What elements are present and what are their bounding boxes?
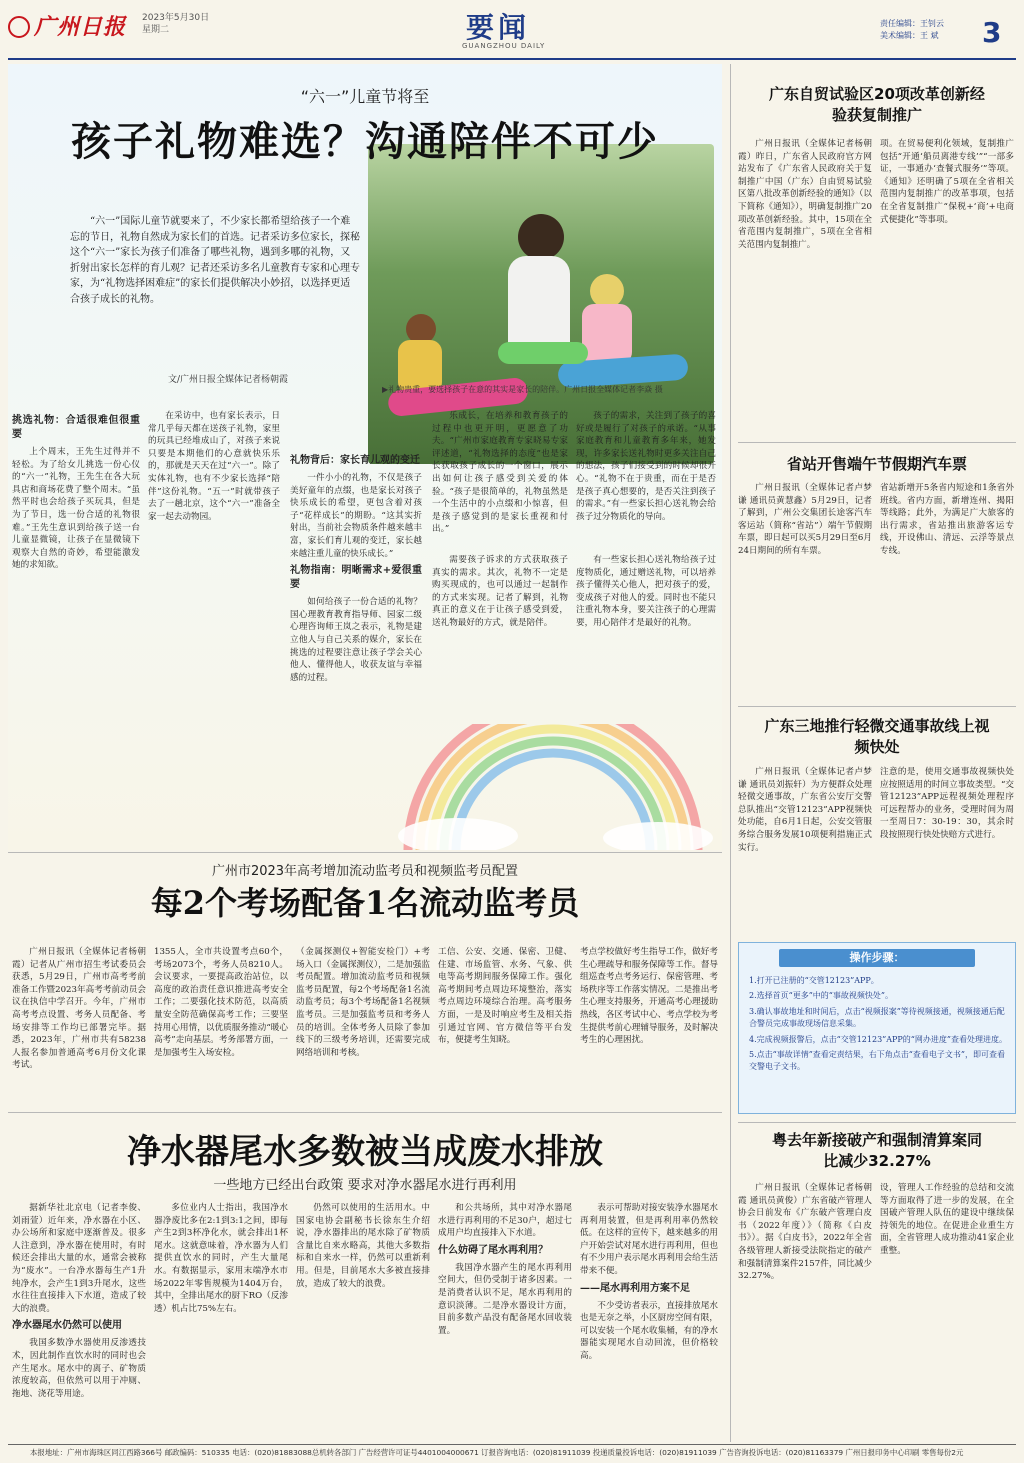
step-item: 3.确认事故地址和时间后，点击“视频报案”等待视频接通，视频接通后配合警员完成事故现场信息采集。	[749, 1006, 1005, 1029]
article2-column-4: 工信、公安、交通、保密、卫健、住建、市场监管、水务、气象、供电等高考期间服务保障工作。强化高考期间考点周边环境整治，落实考点周边环境综合治理。高考服务方面，一是及时响应考生及相关指引通过官网、官方微信等平台发布，便捷考生知晓。	[438, 947, 572, 1046]
article-bankruptcy	[738, 1126, 1016, 1442]
article1-summary: “六一”国际儿童节就要来了，不少家长都希望给孩子一个难忘的节日，礼物自然成为家长们的首选。记者采访多位家长，探秘这个“六一”家长为孩子们准备了哪些礼物，遇到多哪的礼物，又折射出家长怎样的育儿观？记者还采访多名儿童教育专家和心理专家，为“礼物选择困难症”的家长们提供解决小妙招，以选择更适合孩子成长的礼物。	[70, 216, 360, 305]
article1-column-2: 在采访中，也有家长表示，日常几乎每天都在送孩子礼物，家里的玩具已经堆成山了，对孩子来说只要是本期他们的心意就快乐乐的，那就是天天在过“六一”。除了实体礼物，也有不少家长选择“陪伴”这份礼物。“五一”时就带孩子去了一趟北京，这个“六一”准备全家一起去动物园。	[148, 411, 280, 522]
right4-column-1: 广州日报讯（全媒体记者杨朝霞 通讯员黄俊）广东省破产管理人协会日前发布《广东破产管理白皮书（2022年度）》（简称《白皮书》）。据《白皮书》，2022年全省各级管理人新接受法院指定的破产和强制清算案件2157件，同比减少32.27%。	[738, 1183, 872, 1282]
right1-headline: 广东自贸试验区20项改革创新经验获复制推广	[769, 85, 985, 124]
step-item: 1.打开已注册的“交管12123”APP。	[749, 976, 879, 985]
issue-date: 2023年5月30日	[142, 13, 210, 23]
article3-column-3: 仍然可以使用的生活用水。中国家电协会副秘书长徐东生介绍说，净水器排出的尾水除了矿物质含量比自来水略高，其他大多数指标和自来水一样，仍然可以重新利用。但是，目前尾水大多被直接排放，造成了较大的浪费。	[296, 1203, 430, 1289]
article1-kicker: “六一”儿童节将至	[300, 87, 430, 106]
subhead-reuse-obstacles: 什么妨碍了尾水再利用？	[438, 1244, 548, 1256]
steps-box-title: 操作步骤：	[779, 949, 975, 967]
photo-caption: ▶礼物贵重，要选择孩子在意的其实是家长的陪伴。广州日报全媒体记者李焱 摄	[382, 385, 663, 394]
mother-figure	[518, 214, 564, 260]
designer-credit: 美术编辑：王 斌	[880, 31, 939, 40]
article1-column-1: 挑选礼物：合适很难但很重要 上个周末，王先生过得并不轻松。为了给女儿挑选一份心仪的“六一”礼物，王先生在各大玩具店和商场花费了整个周末。“虽然平时也会给孩子买玩具，但是为了节日，选一份合适的礼物很难。”王先生意识到给孩子送一台儿童显微镜，让孩子在显微镜下观察大自然的奇妙，希望能激发她的求知欲。	[12, 415, 140, 571]
article-bus-tickets	[738, 446, 1016, 686]
article-traffic-video	[738, 710, 1016, 1120]
section-title: 要闻	[466, 11, 531, 44]
article-free-trade-zone	[738, 66, 1016, 444]
right4-headline: 粤去年新接破产和强制清算案同比减少32.27%	[771, 1131, 982, 1170]
article1-column-4: 乐成长，在培养和教育孩子的过程中也更开明，更愿意了功夫。“广州市家庭教育专家晓易专家评述道，“礼物选择的态度”也是家长获取孩子成长的一个窗口，展示出如何让孩子感受到关爱的体验。“孩子是很简单的，礼物虽然是一个生活中的小点缀和小惊喜，但是孩子感觉到的是家长重视和付出。”	[432, 411, 568, 535]
article2-kicker: 广州市2023年高考增加流动监考员和视频监考员配置	[211, 864, 519, 879]
article3-headline: 净水器尾水多数被当成废水排放	[127, 1132, 603, 1172]
article2-column-5: 考点学校做好考生指导工作，做好考生心理疏导和服务保障等工作。督导组巡查考点考务运行、保密管理、考场秩序等工作落实情况。二是推出考生心理支持服务，开通高考心理援助热线，各区考试中心、考点学校为考生提供考前心理辅导服务，及时解决考生的心理困扰。	[580, 947, 718, 1046]
article1-headline: 孩子礼物难选？沟通陪伴不可少	[71, 118, 659, 165]
page-number: 3	[982, 16, 1002, 49]
step-item: 2.选择首页“更多”中的“事故视频快处”。	[749, 991, 893, 1001]
article-exam-monitors	[8, 856, 722, 1106]
right3-headline: 广东三地推行轻微交通事故线上视频快处	[764, 717, 990, 756]
subhead-parenting-views: 礼物背后：家长育儿观的变迁	[290, 455, 420, 466]
article3-column-4: 和公共场所，其中对净水器尾水进行再利用的不足30户，超过七成用户均直接排入下水道。 什么妨碍了尾水再利用？ 我国净水器产生的尾水再利用空间大，但仍受制于诸多因素。一是消费者认识不足，尾水再利用的意识淡薄。二是净水器设计方面，目前多数产品没有配备尾水回收装置。	[438, 1203, 572, 1336]
article2-headline: 每2个考场配备1名流动监考员	[150, 884, 580, 922]
child-figure-right	[590, 274, 624, 308]
article3-column-2: 多位业内人士指出，我国净水器净废比多在2:1到3:1之间，即每产生2到3杯净化水，就会排出1杯尾水。这就意味着，净水器为人们提供直饮水的同时，产生大量尾水。有数据显示，家用末端净水市场2022年零售规模为1404万台，其中，全排出尾水的厨下RO（反渗透）机占比75%左右。	[154, 1203, 288, 1314]
right2-column-1: 广州日报讯（全媒体记者卢梦谦 通讯员黄慧鑫）5月29日，记者了解到，广州公交集团长途客汽车客运站（简称“省站”）端午节假期车票，即日起可以买5月29日至6月24日期间的所有车票。	[738, 483, 872, 556]
article1-column-3: 礼物背后：家长育儿观的变迁 一件小小的礼物，不仅是孩子美好童年的点缀，也是家长对孩子快乐成长的希望，更包含着对孩子“花样成长”的期盼。“这其实折射出，当前社会物质条件越来越丰富，家长们育儿观的变迁，家长越来越注重儿童的快乐成长。” 礼物指南：明晰需求+爱很重要 如何给孩子一份合适的礼物？国心理教育教育指导师、园家二级心理咨询师王岚之表示，礼物是建立他人与自己关系的媒介，家长在挑选的过程要注意让孩子学会关心他人、懂得他人，收获友谊与幸福感的过程。	[290, 455, 422, 683]
article1-column-5: 孩子的需求，关注到了孩子的喜好或是履行了对孩子的承诺。“从事家庭教育和儿童教育多年来，她发现，许多家长送礼物时更多关注自己的想法，孩子们接受到的时候却很开心。“礼物不在于贵重，而在于是否是孩子真心想要的，是否关注到孩子的需求。”有一些家长担心送礼物会给孩子过分物质化的导向。	[576, 411, 716, 522]
article-water-purifier	[8, 1116, 722, 1442]
rainbow-decoration	[388, 724, 718, 850]
issue-weekday: 星期二	[142, 25, 170, 35]
masthead	[0, 0, 1024, 62]
article3-column-1: 据新华社北京电（记者李俊、刘雨萱）近年来，净水器在小区、办公场所和家庭中逐渐普及。很多人注意到，净水器在使用时，有时候还会排出大量的水，通常会被称为“废水”。一台净水器每生产1升纯净水，会产生1到3升尾水，这些水往往直接排入下水道，造成了较大的浪费。 净水器尾水仍然可以使用 我国多数净水器使用反渗透技术，因此制作直饮水时的同时也会产生尾水。尾水中的离子、矿物质浓度较高，但依然可以用于冲厕、拖地、浇花等用途。	[12, 1203, 146, 1399]
subhead-tailwater-usable: 净水器尾水仍然可以使用	[12, 1320, 122, 1332]
article3-column-5: 表示可帮助对接安装净水器尾水再利用装置，但是再利用率仍然较低。在这样的宣传下，越来越多的用户开始尝试对尾水进行再利用，但也有不少用户表示尾水再利用会给生活带来不便。 ——尾水再利用方案不足 不少受访者表示，直接排放尾水也是无奈之举，小区厨房空间有限，可以安装一个尾水收集桶，有的净水器能实现尾水自动回流，但价格较高。	[580, 1203, 718, 1361]
step-item: 4.完成视频报警后，点击“交管12123”APP的“网办进度”查看处理进度。	[749, 1034, 1007, 1044]
article1-byline: 文/广州日报全媒体记者杨朝霞	[168, 375, 289, 385]
subhead-gift-guide: 礼物指南：明晰需求+爱很重要	[290, 565, 422, 591]
section-title-en: GUANGZHOU DAILY	[462, 42, 546, 50]
article2-column-2: 1355人，全市共设置考点60个，考场2073个，考务人员8210人。会议要求，一要提高政治站位，以高度的政治责任意识推进高考安全工作；二要强化技术防范，以高质量安全防范确保高考工作；三要坚持用心用情，以优质服务推动“暖心高考”走向基层。考务部署方面，一是加强考生入场安检。	[154, 947, 288, 1058]
right2-column-2: 省站新增开5条省内短途和1条省外班线。省内方面，新增连州、揭阳等线路；此外，为满足广大旅客的出行需求，省站推出旅游客运专线，开设佛山、清远、云浮等景点专线。	[880, 483, 1014, 556]
newspaper-logo: 广州日报	[8, 10, 126, 41]
logo-icon	[8, 16, 30, 38]
right2-headline: 省站开售端午节假期汽车票	[786, 455, 967, 473]
article3-subtitle: 一些地方已经出台政策 要求对净水器尾水进行再利用	[213, 1178, 517, 1193]
subhead-reuse-plan: ——尾水再利用方案不足	[580, 1282, 690, 1294]
article1-column-4b: 需要孩子诉求的方式获取孩子真实的需求。其次，礼物不一定是购买现成的，也可以通过一起制作的方式来实现。记者了解到，礼物真正的意义在于让孩子感受到爱，送礼物最好的方式，就是陪伴。	[432, 555, 568, 628]
step-item: 5.点击“事故详情”查看定责结果，右下角点击“查看电子文书”，即可查看交警电子文书。	[749, 1050, 1005, 1072]
steps-box	[738, 942, 1016, 1114]
article-childrens-day	[8, 64, 722, 850]
article1-column-5b: 有一些家长担心送礼物给孩子过度物质化，通过赠送礼物，可以培养孩子懂得关心他人，把对孩子的爱，变成孩子对他人的爱。同时也不能只注重礼物本身，要关注孩子的心理需要，用心陪伴才是最好的礼物。	[576, 555, 716, 628]
right4-column-2: 设，管理人工作经验的总结和交流等方面取得了进一步的发展，在全国破产管理人队伍的建设中继续保持领先的地位。在促进企业重生方面，全省管理人成功推动41家企业重整。	[880, 1183, 1014, 1256]
editor-credit: 责任编辑：王钊云	[880, 19, 944, 28]
steps-list	[749, 975, 1007, 1077]
article2-column-3: （金属探测仪+智能安检门）+考场入口（金属探测仪），二是加强监考员配置。增加流动监考员和视频监考员配置，每2个考场配备1名流动监考员；每3个考场配备1名视频监考员。三是加强监考员和考务人员的培训。全体考务人员除了参加线下的三级考务培训，还需要完成网络培训和考核。	[296, 947, 430, 1058]
sled-green	[498, 342, 588, 364]
article2-column-1: 广州日报讯（全媒体记者杨朝霞）记者从广州市招生考试委员会获悉，5月29日，广州市高考考前准备工作暨2023年高考考前动员会议在执信中学召开。今年，广州市高考考点设置、考务人员配备、考场安排等工作均已部署完毕。据悉，2023年，广州市共有58238人报名参加普通高考6月份文化课考试。	[12, 947, 146, 1071]
right3-column-2: 注意的是，使用交通事故视频快处应按照适用的时间立事故类型。“交管12123”APP远程视频处理程序可远程帮办的业务，受理时间为周一至周日7：30-19：30，其余时段按照现行快处快赔方式进行。	[880, 767, 1014, 840]
right3-column-1: 广州日报讯（全媒体记者卢梦谦 通讯员刘振轩）为方便群众处理轻微交通事故，广东省公安厅交警总队推出“交管12123”APP视频快处功能，自6月1日起，公安交管服务综合服务发展10项便利措施正式实行。	[738, 767, 872, 853]
right1-column-1: 广州日报讯（全媒体记者杨朝霞）昨日，广东省人民政府官方网站发布了《广东省人民政府关于复制推广中国（广东）自由贸易试验区第八批改革创新经验的通知》（以下简称《通知》），明确复制推广20项改革创新经验。其中，15项在全省范围内复制推广，5项在全省相关范围内复制推广。	[738, 139, 872, 250]
footer-info: 本报地址：广州市海珠区同江西路366号 邮政编码：510335 电话：(020)81883088总机转各部门 广告经营许可证号4401004000671 订报咨询电话：(020)81911039 投递质量投诉电话：(020)81911039 广告咨询投诉电话：(020)81163379 广州日报印务中心印刷 零售每份2元	[30, 1448, 964, 1457]
subhead-selecting-gifts: 挑选礼物：合适很难但很重要	[12, 415, 140, 440]
right1-column-2: 项。在贸易便利化领域，复制推广包括“开通‘船员离港专线’”“一部多证，一事通办‘查餐式服务’”等项。《通知》还明确了5项在全省相关范围内复制推广的改革事项，包括在全省复制推广“保税+‘商’+电商式便捷化”等事项。	[880, 139, 1014, 225]
